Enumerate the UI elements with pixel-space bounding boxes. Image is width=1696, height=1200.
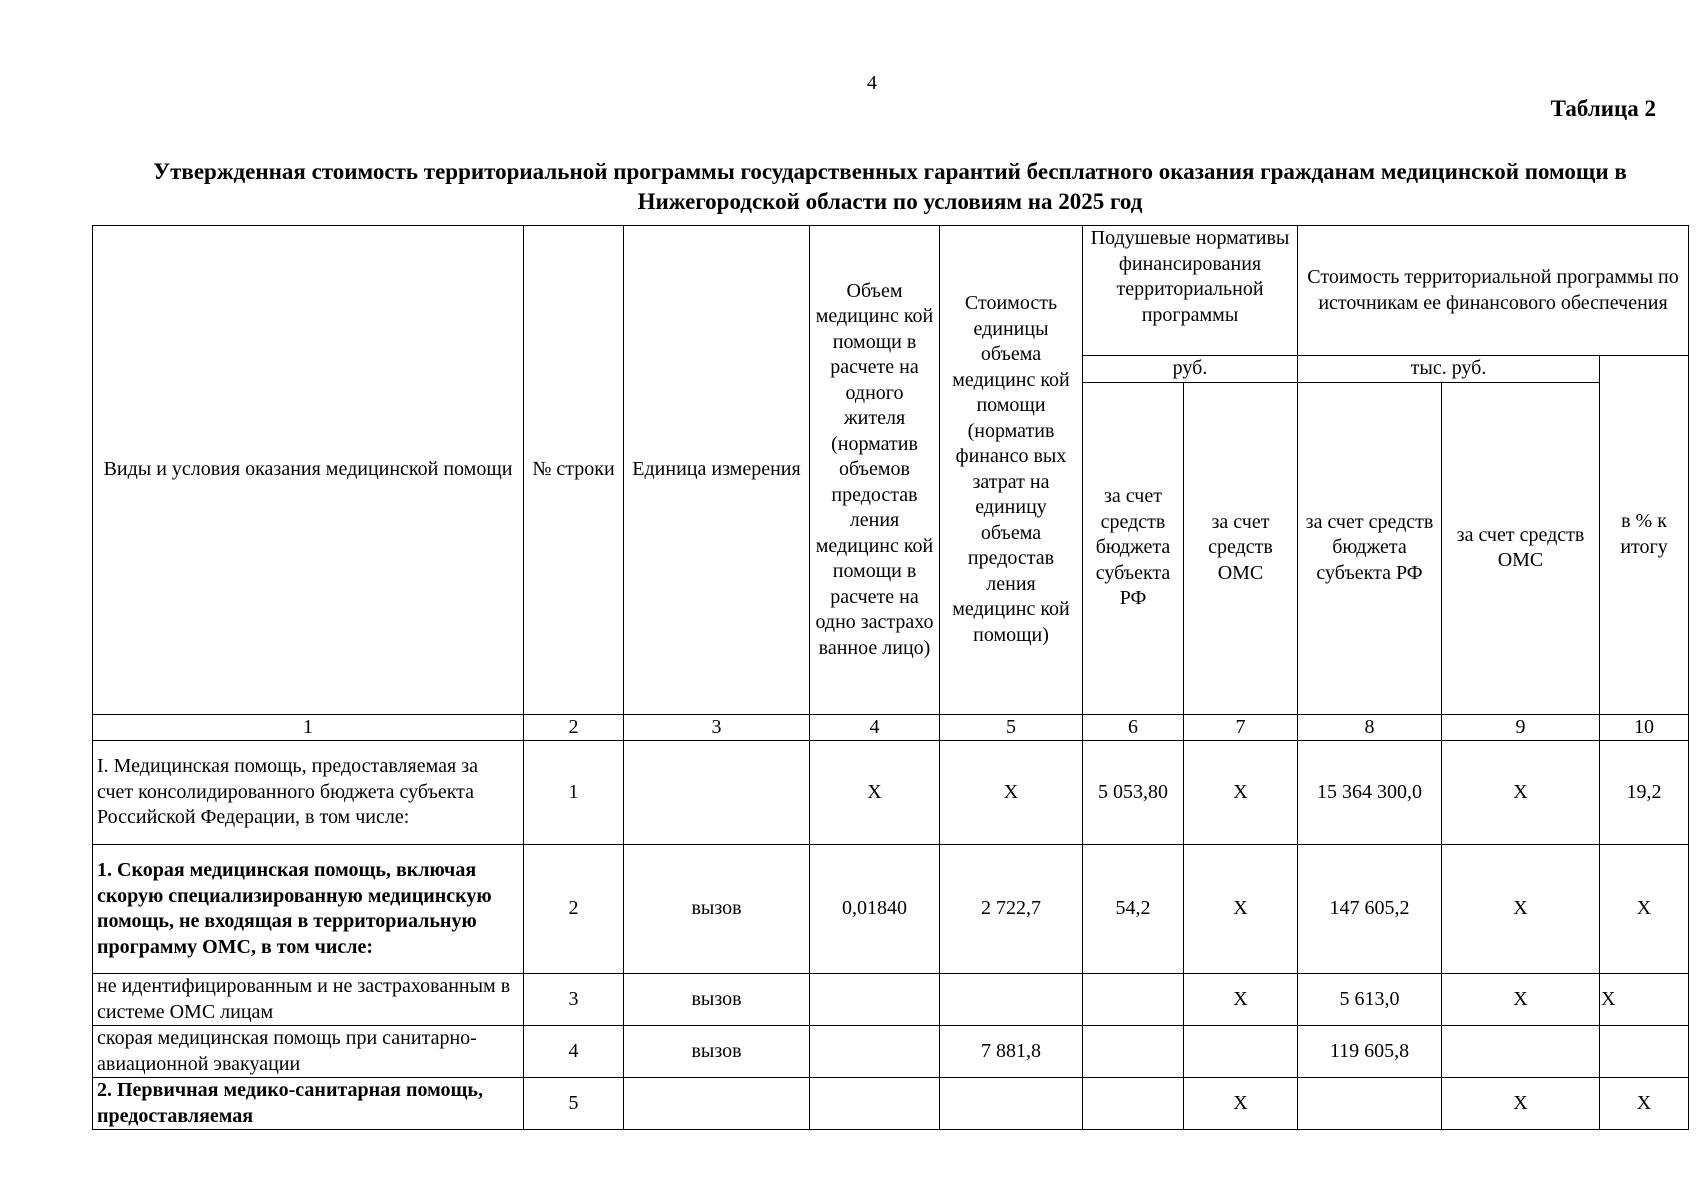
row-line-number: 1: [524, 741, 624, 845]
column-number: 9: [1442, 714, 1600, 741]
row-per-capita-oms: X: [1184, 741, 1298, 845]
row-line-number: 4: [524, 1026, 624, 1078]
header-per-capita-oms: за счет средств ОМС: [1184, 382, 1298, 714]
row-volume: [810, 1078, 940, 1130]
header-cost-group: Стоимость территориальной программы по источникам ее финансового обеспечения: [1298, 226, 1689, 356]
header-unit-rub: руб.: [1083, 356, 1298, 383]
header-cost-budget: за счет средств бюджета субъекта РФ: [1298, 382, 1442, 714]
row-per-capita-budget: [1083, 1026, 1184, 1078]
row-percent: 19,2: [1600, 741, 1689, 845]
row-cost-budget: 147 605,2: [1298, 845, 1442, 974]
column-number-row: [93, 714, 1689, 741]
row-per-capita-budget: [1083, 974, 1184, 1026]
column-number: 1: [93, 714, 524, 741]
row-unit-cost: X: [940, 741, 1083, 845]
header-unit: Единица измерения: [624, 226, 810, 715]
row-unit-cost: 7 881,8: [940, 1026, 1083, 1078]
row-cost-oms: [1442, 1026, 1600, 1078]
row-label: не идентифицированным и не застрахованным в системе ОМС лицам: [93, 974, 524, 1026]
row-per-capita-budget: [1083, 1078, 1184, 1130]
header-care-types: Виды и условия оказания медицинской помощи: [93, 226, 524, 715]
header-cost-oms: за счет средств ОМС: [1442, 382, 1600, 714]
table-row: [93, 845, 1689, 974]
row-percent: X: [1600, 845, 1689, 974]
row-unit: [624, 741, 810, 845]
row-cost-budget: 15 364 300,0: [1298, 741, 1442, 845]
row-cost-oms: X: [1442, 974, 1600, 1026]
row-cost-budget: 119 605,8: [1298, 1026, 1442, 1078]
row-unit: вызов: [624, 845, 810, 974]
header-unit-thousand-rub: тыс. руб.: [1298, 356, 1600, 383]
row-per-capita-oms: X: [1184, 974, 1298, 1026]
row-cost-budget: 5 613,0: [1298, 974, 1442, 1026]
table-row: [93, 974, 1689, 1026]
row-volume: X: [810, 741, 940, 845]
row-unit: вызов: [624, 1026, 810, 1078]
row-cost-oms: X: [1442, 1078, 1600, 1130]
header-volume: Объем медицинс кой помощи в расчете на одного жителя (норматив объемов предостав ления медицинс кой помощи в расчете на одно застрахо ванное лицо): [810, 226, 940, 715]
column-number: 8: [1298, 714, 1442, 741]
row-volume: [810, 974, 940, 1026]
row-line-number: 2: [524, 845, 624, 974]
header-unit-cost: Стоимость единицы объема медицинс кой помощи (норматив финансо вых затрат на единицу объема предостав ления медицинс кой помощи): [940, 226, 1083, 715]
row-per-capita-budget: 54,2: [1083, 845, 1184, 974]
column-number: 3: [624, 714, 810, 741]
row-line-number: 5: [524, 1078, 624, 1130]
table-row: [93, 1078, 1689, 1130]
row-percent: X: [1600, 974, 1689, 1026]
row-line-number: 3: [524, 974, 624, 1026]
row-percent: X: [1600, 1078, 1689, 1130]
header-per-capita-budget: за счет средств бюджета субъекта РФ: [1083, 382, 1184, 714]
header-per-capita-group: Подушевые нормативы финансирования территориальной программы: [1083, 226, 1298, 356]
row-unit-cost: [940, 1078, 1083, 1130]
row-label: I. Медицинская помощь, предоставляемая за счет консолидированного бюджета субъекта Российской Федерации, в том числе:: [93, 741, 524, 845]
table-label: Таблица 2: [1550, 96, 1656, 121]
row-per-capita-oms: [1184, 1026, 1298, 1078]
row-label: скорая медицинская помощь при санитарно-авиационной эвакуации: [93, 1026, 524, 1078]
page-number: 4: [867, 72, 877, 94]
row-cost-oms: X: [1442, 741, 1600, 845]
column-number: 5: [940, 714, 1083, 741]
row-volume: 0,01840: [810, 845, 940, 974]
row-per-capita-oms: X: [1184, 1078, 1298, 1130]
row-unit-cost: 2 722,7: [940, 845, 1083, 974]
document-title: Утвержденная стоимость территориальной программы государственных гарантий бесплатного оказания гражданам медицинской помощи в Нижегородской области по условиям на 2025 год: [153, 159, 1627, 214]
row-per-capita-oms: X: [1184, 845, 1298, 974]
row-per-capita-budget: 5 053,80: [1083, 741, 1184, 845]
column-number: 6: [1083, 714, 1184, 741]
column-number: 7: [1184, 714, 1298, 741]
column-number: 10: [1600, 714, 1689, 741]
header-percent-total: в % к итогу: [1600, 356, 1689, 715]
row-unit: вызов: [624, 974, 810, 1026]
header-line-number: № строки: [524, 226, 624, 715]
table-row: [93, 741, 1689, 845]
column-number: 2: [524, 714, 624, 741]
column-number: 4: [810, 714, 940, 741]
table-row: [93, 1026, 1689, 1078]
row-cost-oms: X: [1442, 845, 1600, 974]
row-unit-cost: [940, 974, 1083, 1026]
row-cost-budget: [1298, 1078, 1442, 1130]
row-label: 2. Первичная медико-санитарная помощь, предоставляемая: [93, 1078, 524, 1130]
row-volume: [810, 1026, 940, 1078]
row-percent: [1600, 1026, 1689, 1078]
row-label: 1. Скорая медицинская помощь, включая скорую специализированную медицинскую помощь, не входящая в территориальную программу ОМС, в том числе:: [93, 845, 524, 974]
cost-table: [92, 225, 1689, 1130]
row-unit: [624, 1078, 810, 1130]
